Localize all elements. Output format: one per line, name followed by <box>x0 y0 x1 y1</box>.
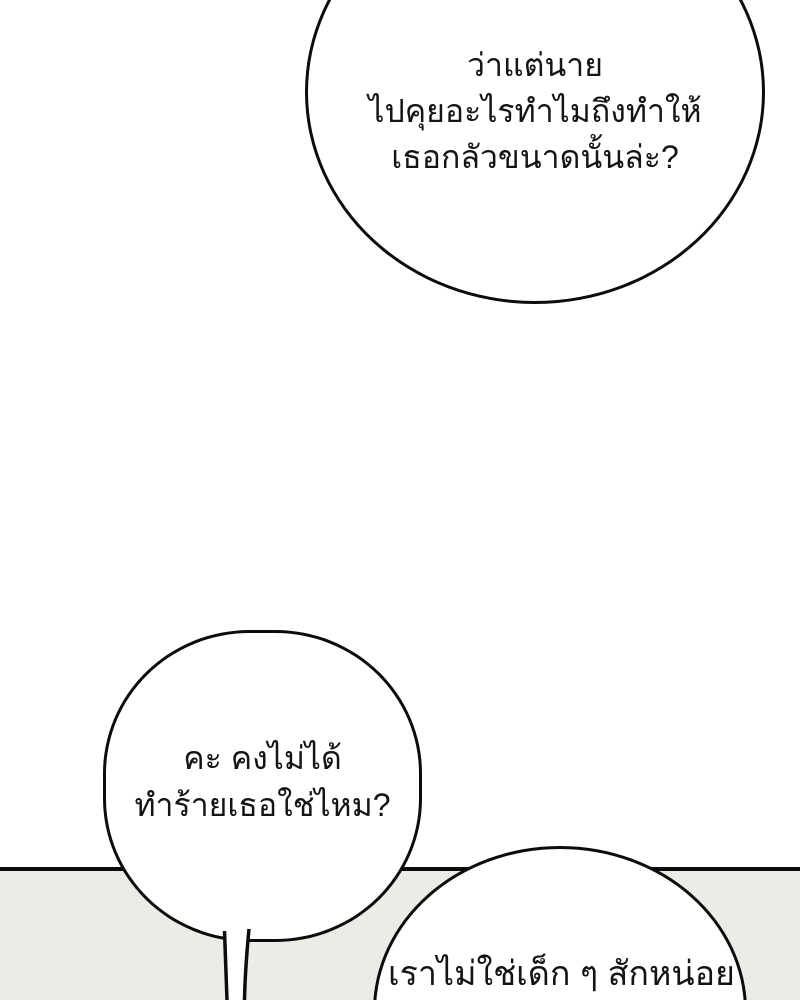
speech-line: ไปคุยอะไรทำไมถึงทำให้ <box>368 93 702 129</box>
speech-line: ว่าแต่นาย <box>467 47 603 83</box>
speech-line: คะ คงไม่ได้ <box>183 740 342 776</box>
speech-bubble-bottom-right-text <box>388 950 735 998</box>
speech-bubble-left-text <box>105 735 420 829</box>
speech-line: ทำร้ายเธอใช่ไหม? <box>134 787 391 823</box>
speech-line: เราไม่ใช่เด็ก ๆ สักหน่อย <box>388 955 735 993</box>
speech-bubble-top-text <box>325 42 745 180</box>
speech-line: เธอกลัวขนาดนั้นล่ะ? <box>391 139 679 175</box>
